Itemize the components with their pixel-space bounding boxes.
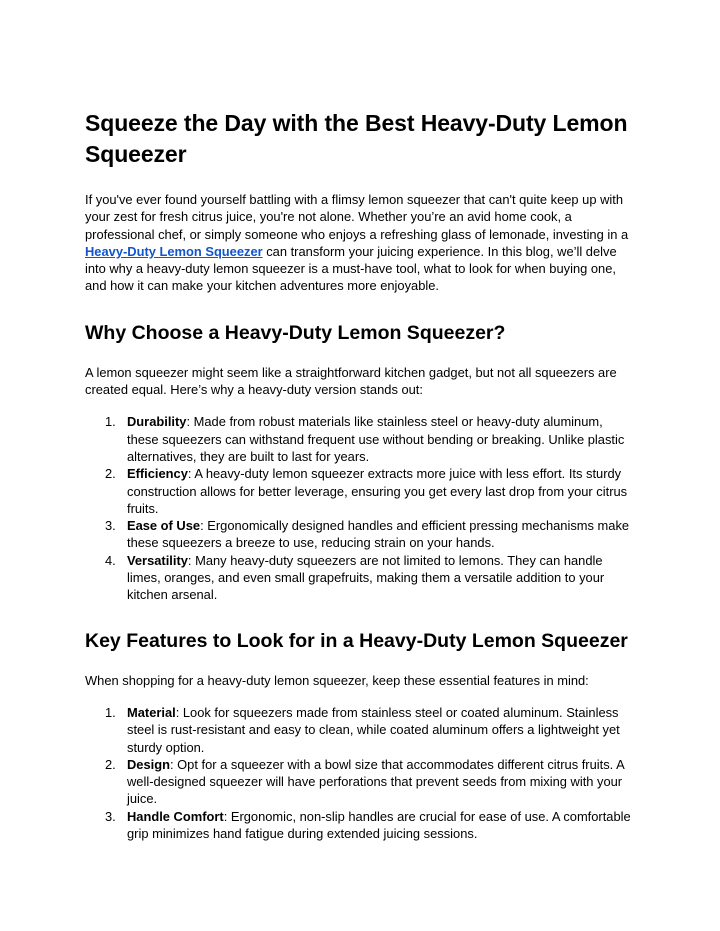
- intro-text-before-link: If you've ever found yourself battling with a flimsy lemon squeezer that can't quite keep up with your zest for fresh citrus juice, you're not alone. Whether you’re an avid home cook, a professional chef, or simply someone who enjoys a refreshing glass of lemonade, investing in a: [85, 192, 629, 242]
- list-item-number: 2.: [105, 466, 116, 482]
- list-item: [105, 808, 636, 843]
- list-item-term: Material: [127, 704, 176, 720]
- list-item-text: : Look for squeezers made from stainless steel or coated aluminum. Stainless steel is rust-resistant and easy to clean, while coated aluminum offers a lightweight yet sturdy option.: [127, 704, 620, 755]
- list-item-term: Ease of Use: [127, 518, 201, 534]
- list-item-text: : Many heavy-duty squeezers are not limited to lemons. They can handle limes, oranges, and even small grapefruits, making them a versatile addition to your kitchen arsenal.: [127, 552, 605, 603]
- key-features-list: [85, 704, 636, 842]
- list-item-number: 4.: [105, 552, 116, 568]
- key-features-lead: When shopping for a heavy-duty lemon squeezer, keep these essential features in mind:: [85, 672, 589, 688]
- list-item-number: 2.: [105, 756, 116, 772]
- heavy-duty-lemon-squeezer-link[interactable]: Heavy-Duty Lemon Squeezer: [85, 243, 263, 259]
- why-section-lead: A lemon squeezer might seem like a straightforward kitchen gadget, but not all squeezers are created equal. Here’s why a heavy-duty version stands out:: [85, 364, 617, 398]
- list-item: [105, 517, 636, 552]
- list-item: [105, 552, 636, 604]
- list-item: [105, 704, 636, 756]
- list-item: [105, 465, 636, 517]
- list-item-number: 3.: [105, 518, 116, 534]
- list-item-term: Durability: [127, 414, 187, 430]
- intro-paragraph: [85, 191, 636, 295]
- list-item-number: 1.: [105, 414, 116, 430]
- list-item-term: Efficiency: [127, 466, 188, 482]
- list-item-number: 1.: [105, 704, 116, 720]
- list-item-term: Versatility: [127, 552, 188, 568]
- intro-text-after-link: can transform your juicing experience. In this blog, we’ll delve into why a heavy-duty lemon squeezer is a must-have tool, what to look for when buying one, and how it can make your kitchen adventures more enjoyable.: [85, 243, 617, 294]
- list-item: [105, 413, 636, 465]
- list-item-text: : Ergonomically designed handles and efficient pressing mechanisms make these squeezers a breeze to use, reducing strain on your hands.: [127, 518, 630, 551]
- list-item-text: : Ergonomic, non-slip handles are crucial for ease of use. A comfortable grip minimizes hand fatigue during extended juicing sessions.: [127, 808, 631, 842]
- page-title: Squeeze the Day with the Best Heavy-Duty Lemon Squeezer: [85, 110, 628, 167]
- list-item-number: 3.: [105, 808, 116, 824]
- why-section-heading: Why Choose a Heavy-Duty Lemon Squeezer?: [85, 321, 506, 344]
- list-item: [105, 756, 636, 808]
- list-item-term: Handle Comfort: [127, 808, 224, 824]
- list-item-text: : Opt for a squeezer with a bowl size that accommodates different citrus fruits. A well-designed squeezer will have perforations that prevent seeds from mixing with your juice.: [127, 756, 624, 807]
- list-item-text: : Made from robust materials like stainless steel or heavy-duty aluminum, these squeezers can withstand frequent use without bending or breaking. Unlike plastic alternatives, they are built to last for years.: [127, 414, 625, 464]
- key-features-heading: Key Features to Look for in a Heavy-Duty Lemon Squeezer: [85, 629, 628, 652]
- list-item-term: Design: [127, 756, 170, 772]
- list-item-text: : A heavy-duty lemon squeezer extracts more juice with less effort. Its sturdy construction allows for better leverage, ensuring you get every last drop from your citrus fruits.: [127, 466, 628, 516]
- why-reasons-list: [85, 413, 636, 603]
